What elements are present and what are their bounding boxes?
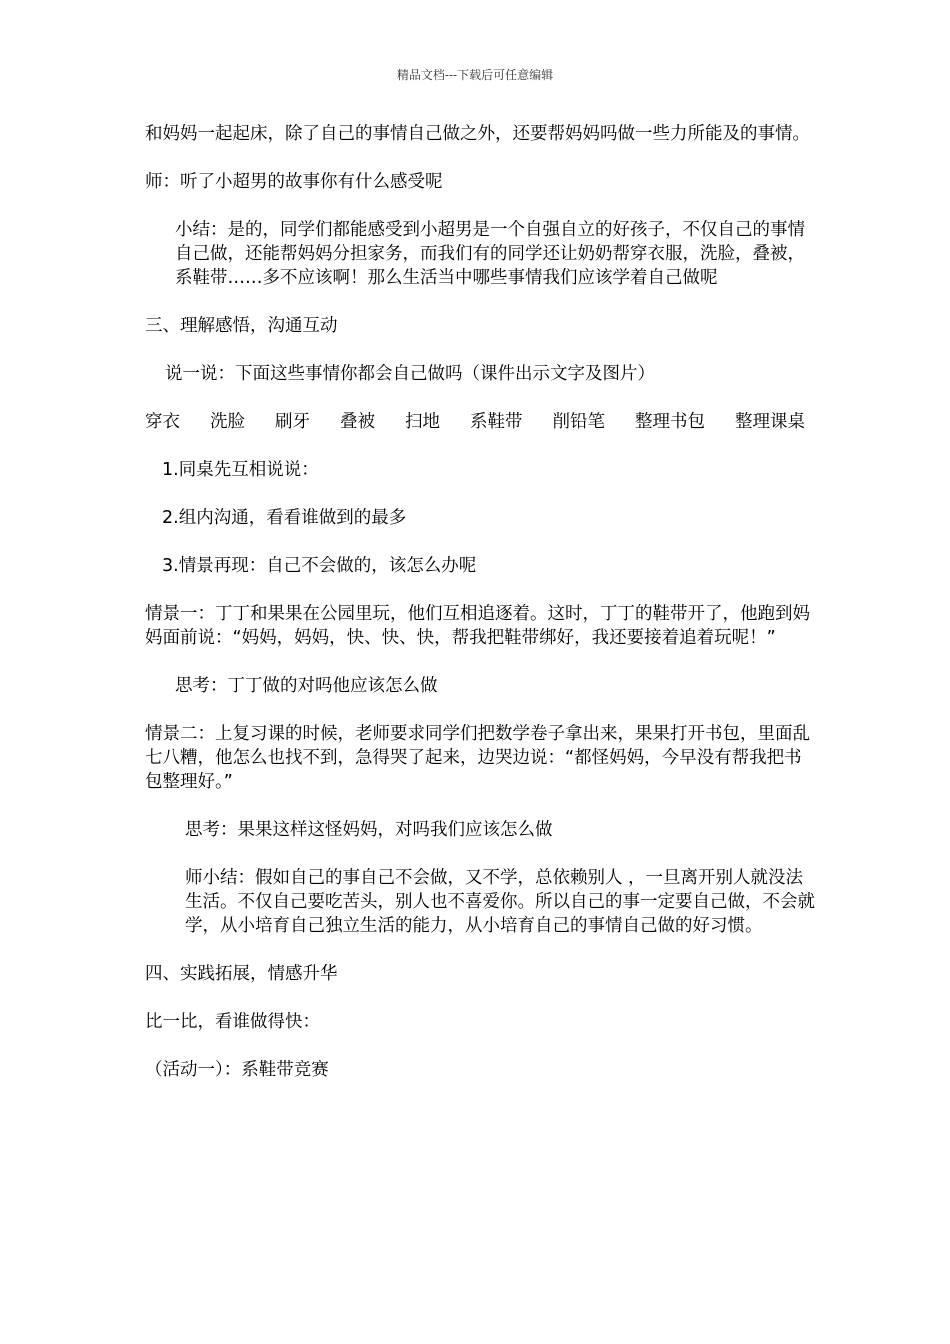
task-item: 扫地 <box>405 412 440 432</box>
list-item-one: 1.同桌先互相说说： <box>162 460 319 480</box>
paragraph-teacher-summary: 师小结：假如自己的事自己不会做，又不学，总依赖别人 ，一旦离开别人就没法生活。不仅自己要吃苦头，别人也不喜爱你。所以自己的事一定要自己做，不会就学，从小培育自己独立生活的能力，从小培育自己的事情自己做的好习惯。 <box>185 868 815 936</box>
task-item: 刷牙 <box>275 412 310 432</box>
task-list <box>145 410 805 434</box>
paragraph-activity-one: （活动一）：系鞋带竞赛 <box>145 1060 329 1080</box>
task-item: 整理书包 <box>635 412 705 432</box>
task-item: 系鞋带 <box>470 412 523 432</box>
task-item: 洗脸 <box>210 412 245 432</box>
section-heading-four: 四、实践拓展，情感升华 <box>145 964 338 984</box>
paragraph-intro-continuation: 和妈妈一起起床，除了自己的事情自己做之外，还要帮妈妈吗做一些力所能及的事情。 <box>145 124 810 144</box>
paragraph-scenario-two: 情景二：上复习课的时候，老师要求同学们把数学卷子拿出来，果果打开书包，里面乱七八糟，他怎么也找不到，急得哭了起来，边哭边说：“都怪妈妈，今早没有帮我把书包整理好。” <box>145 724 810 792</box>
paragraph-teacher-question: 师：听了小超男的故事你有什么感受呢 <box>145 172 443 192</box>
task-item: 整理课桌 <box>735 412 805 432</box>
paragraph-discuss: 说一说：下面这些事情你都会自己做吗（课件出示文字及图片） <box>165 364 655 384</box>
paragraph-summary: 小结：是的，同学们都能感受到小超男是一个自强自立的好孩子，不仅自己的事情自己做，还能帮妈妈分担家务，而我们有的同学还让奶奶帮穿衣服，洗脸，叠被，系鞋带……多不应该啊！那么生活当中哪些事情我们应该学着自己做呢 <box>175 220 805 288</box>
task-item: 削铅笔 <box>552 412 605 432</box>
page-header: 精品文档---下载后可任意编辑 <box>396 68 554 82</box>
list-item-two: 2.组内沟通，看看谁做到的最多 <box>162 508 407 528</box>
paragraph-think-one: 思考：丁丁做的对吗他应该怎么做 <box>175 676 438 696</box>
paragraph-think-two: 思考：果果这样这怪妈妈，对吗我们应该怎么做 <box>185 820 553 840</box>
paragraph-scenario-one: 情景一：丁丁和果果在公园里玩，他们互相追逐着。这时，丁丁的鞋带开了，他跑到妈妈面前说：“妈妈，妈妈，快、快、快，帮我把鞋带绑好，我还要接着追着玩呢！” <box>145 604 810 648</box>
task-item: 穿衣 <box>145 412 180 432</box>
section-heading-three: 三、理解感悟，沟通互动 <box>145 316 338 336</box>
list-item-three: 3.情景再现：自己不会做的，该怎么办呢 <box>162 556 477 576</box>
document-body <box>145 122 815 1106</box>
task-item: 叠被 <box>340 412 375 432</box>
paragraph-compare: 比一比，看谁做得快： <box>145 1012 320 1032</box>
